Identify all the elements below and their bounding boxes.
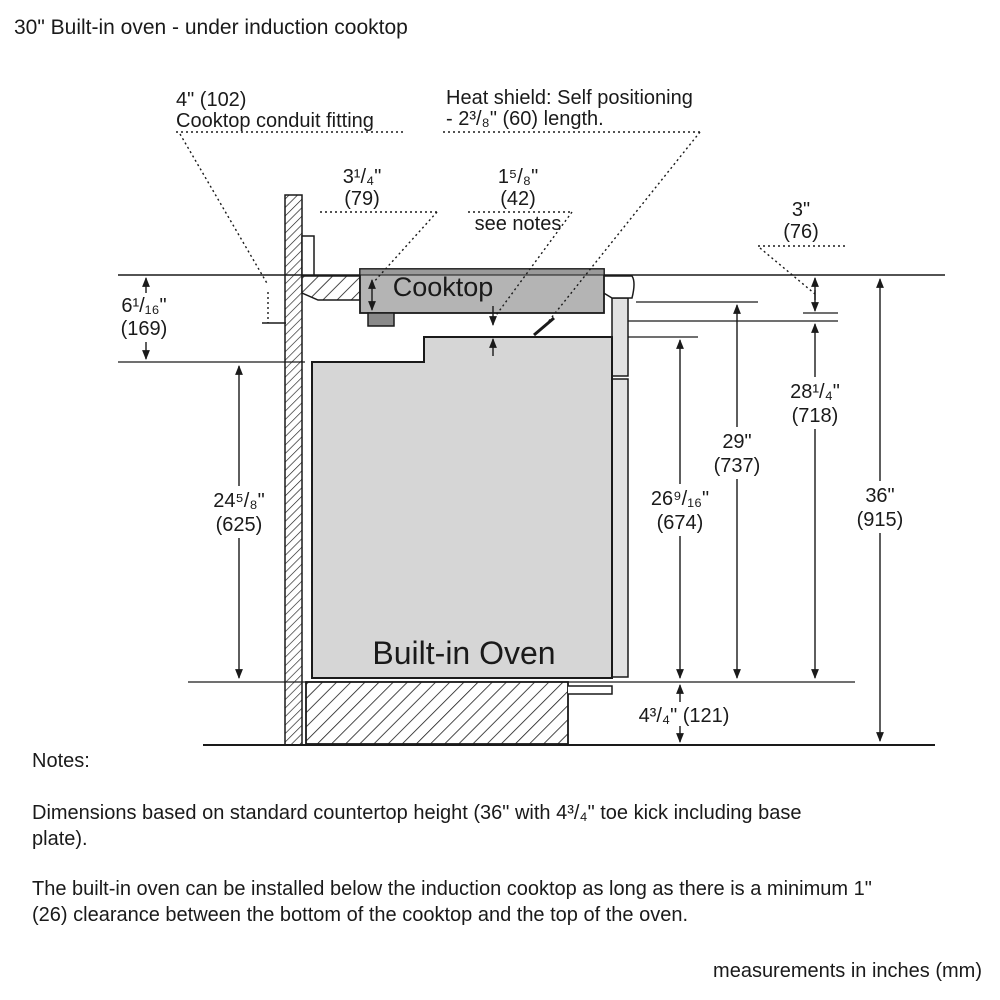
cabinet-face-upper — [612, 298, 628, 376]
gap-76-mm: (76) — [783, 221, 819, 243]
toe-kick-hatched — [306, 682, 568, 744]
heat-shield-callout-label: Heat shield: Self positioning — [446, 87, 693, 109]
dim-737-mm: (737) — [713, 455, 761, 477]
oven-label: Built-in Oven — [372, 635, 556, 671]
note-clearance: The built-in oven can be installed below the induction cooktop as long as there is a minimum 1" (26) clearance between the bottom of the cooktop and the top of the oven. — [32, 878, 872, 926]
gap-79-mm: (79) — [344, 188, 380, 210]
countertop-hatched-left — [302, 276, 360, 300]
dim-674-inches: 26⁹/₁₆" — [650, 488, 710, 510]
dim-718-mm: (718) — [791, 405, 839, 427]
oven-body — [312, 337, 612, 678]
base-plate — [568, 686, 612, 694]
dim-625-inches: 24⁵/₈" — [213, 490, 265, 512]
dim-737-inches: 29" — [722, 431, 752, 453]
countertop-bracket — [302, 236, 314, 276]
dim-169-inches: 6¹/₁₆" — [121, 295, 167, 317]
page-title: 30" Built-in oven - under induction cooktop — [14, 16, 408, 39]
dim-718-inches: 28¹/₄" — [790, 381, 840, 403]
gap-42-mm: (42) — [500, 188, 536, 210]
gap-79-inches: 3¹/₄" — [342, 166, 382, 188]
wall-hatched — [285, 195, 302, 745]
dim-169-mm: (169) — [120, 318, 168, 340]
measurement-units-footer: measurements in inches (mm) — [713, 960, 982, 982]
dim-625-mm: (625) — [215, 514, 263, 536]
gap-42-see-notes: see notes — [474, 213, 562, 235]
gap-42-inches: 1⁵/₈" — [497, 166, 539, 188]
dim-121-label: 4³/₄" (121) — [638, 705, 730, 727]
countertop-right-piece — [602, 276, 634, 298]
built-in-oven — [312, 337, 612, 678]
conduit-callout-label: Cooktop conduit fitting — [176, 110, 374, 132]
cooktop-label: Cooktop — [392, 272, 494, 302]
conduit-callout-size: 4" (102) — [176, 89, 247, 111]
cabinet-face-lower — [612, 379, 628, 677]
heat-shield-callout-length: - 2³/₈" (60) length. — [446, 108, 604, 130]
dim-915-mm: (915) — [856, 509, 904, 531]
dim-915-inches: 36" — [865, 485, 895, 507]
cooktop — [360, 269, 604, 335]
notes-heading: Notes: — [32, 750, 90, 772]
dim-674-mm: (674) — [656, 512, 704, 534]
heat-shield — [534, 318, 554, 335]
conduit-fitting — [368, 313, 394, 326]
note-countertop-height: Dimensions based on standard countertop height (36" with 4³/₄" toe kick including base plate). — [32, 802, 802, 850]
gap-76-inches: 3" — [791, 199, 811, 221]
callouts — [176, 87, 819, 243]
